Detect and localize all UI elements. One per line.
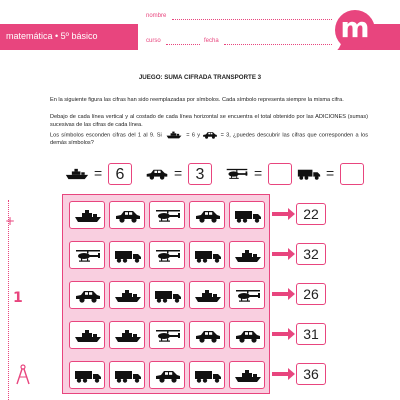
fecha-label: fecha (204, 38, 219, 44)
grid-cell (149, 321, 185, 349)
car-icon (194, 209, 222, 223)
grid-cell (189, 241, 225, 269)
grid-cell (69, 361, 105, 389)
grid-cell (69, 241, 105, 269)
ship-icon (164, 131, 184, 139)
grid-cell (109, 361, 145, 389)
row-sum-box: 36 (296, 363, 326, 385)
instructions-paragraph-2: Debajo de cada línea vertical y al costado de cada línea horizontal se encuentra el total obtenido por las ADICIONES (sumas) sucesivas de las cifras de cada línea. (50, 114, 368, 128)
helicopter-icon (154, 329, 182, 343)
truck-icon (296, 168, 322, 180)
ship-icon (114, 289, 142, 303)
grid-cell (69, 321, 105, 349)
car-icon (234, 329, 262, 343)
grid-cell (189, 201, 225, 229)
equals-sign: = (254, 165, 263, 181)
row-arrow (272, 332, 288, 336)
grid-cell (189, 361, 225, 389)
instructions-text-a: Los símbolos esconden cifras del 1 al 9. Si (50, 132, 162, 139)
helicopter-icon (154, 209, 182, 223)
grid-cell (69, 201, 105, 229)
grid-cell (189, 281, 225, 309)
equals-sign: = (94, 165, 103, 181)
grid-cell (69, 281, 105, 309)
value-box-ship[interactable]: 6 (108, 163, 132, 185)
page-number: 1 (13, 290, 23, 306)
truck-icon (234, 209, 262, 223)
plus-icon: + (5, 214, 16, 228)
car-icon (194, 329, 222, 343)
curso-field[interactable] (166, 44, 200, 45)
instructions-paragraph-3 (50, 131, 368, 147)
grid-cell (189, 321, 225, 349)
nombre-label: nombre (146, 13, 167, 19)
car-icon (114, 209, 142, 223)
truck-icon (74, 369, 102, 383)
compass-icon (14, 364, 32, 386)
ship-icon (74, 329, 102, 343)
helicopter-icon (234, 289, 262, 303)
ship-icon (194, 289, 222, 303)
page-title: JUEGO: SUMA CIFRADA TRANSPORTE 3 (138, 74, 262, 81)
ship-icon (74, 209, 102, 223)
row-arrow (272, 292, 288, 296)
grid-cell (149, 201, 185, 229)
grid-cell (109, 321, 145, 349)
truck-icon (154, 289, 182, 303)
value-box-truck[interactable] (340, 163, 364, 185)
row-sum-box: 32 (296, 243, 326, 265)
equals-sign: = (326, 165, 335, 181)
grid-cell (229, 201, 265, 229)
car-icon (154, 369, 182, 383)
row-sum-box: 22 (296, 203, 326, 225)
row-arrow (272, 212, 288, 216)
row-sum-box: 26 (296, 283, 326, 305)
symbol-equations (64, 163, 364, 187)
row-arrow (272, 252, 288, 256)
car-icon (74, 289, 102, 303)
grid-cell (149, 241, 185, 269)
truck-icon (114, 369, 142, 383)
instructions-text-c: = 3, ¿puedes descubrir las cifras que corresponden a los demás símbolos? (50, 132, 369, 147)
ship-icon (114, 329, 142, 343)
grid-cell (109, 281, 145, 309)
row-sum-box: 31 (296, 323, 326, 345)
truck-icon (194, 369, 222, 383)
grid-cell (229, 361, 265, 389)
nombre-field[interactable] (172, 19, 332, 20)
ship-icon (234, 249, 262, 263)
grid-cell (149, 281, 185, 309)
value-box-helicopter[interactable] (268, 163, 292, 185)
helicopter-icon (74, 249, 102, 263)
car-icon (202, 131, 218, 139)
instructions-text-b: = 6 y (186, 132, 201, 139)
ship-icon (234, 369, 262, 383)
grid-cell (229, 241, 265, 269)
ship-icon (64, 168, 90, 180)
subject-label: matemática • 5º básico (6, 31, 98, 41)
symbol-grid (62, 194, 270, 394)
truck-icon (114, 249, 142, 263)
sidebar-dotted-line (8, 200, 9, 400)
brand-logo: m (335, 10, 375, 50)
student-info-card (138, 4, 342, 56)
grid-cell (229, 321, 265, 349)
grid-cell (229, 281, 265, 309)
truck-icon (194, 249, 222, 263)
helicopter-icon (154, 249, 182, 263)
instructions-paragraph-1: En la siguiente figura las cifras han sido reemplazadas por símbolos. Cada símbolo representa siempre la misma cifra. (50, 97, 344, 103)
row-arrow (272, 372, 288, 376)
value-box-car[interactable]: 3 (188, 163, 212, 185)
grid-cell (149, 361, 185, 389)
car-icon (144, 168, 170, 180)
grid-cell (109, 241, 145, 269)
equals-sign: = (174, 165, 183, 181)
fecha-field[interactable] (224, 44, 332, 45)
helicopter-icon (224, 168, 250, 180)
grid-cell (109, 201, 145, 229)
curso-label: curso (146, 38, 161, 44)
